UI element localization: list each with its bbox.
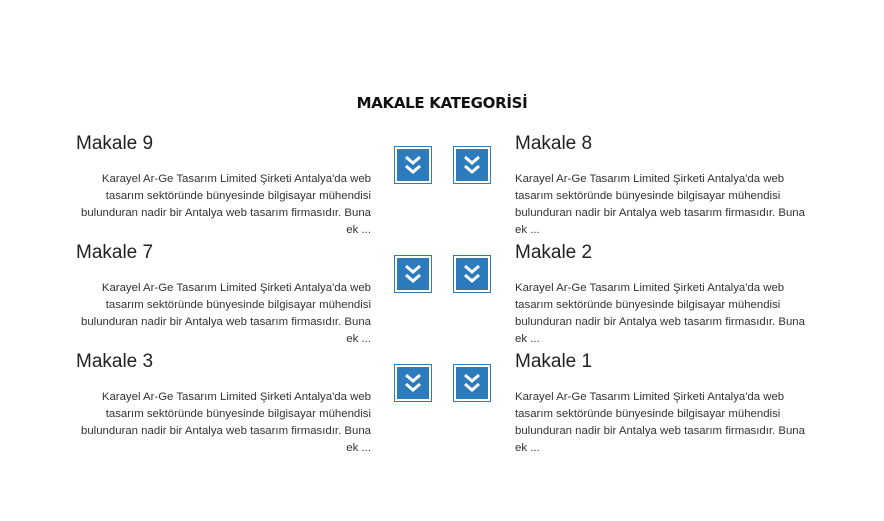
article-excerpt: Karayel Ar-Ge Tasarım Limited Şirketi Antalya'da web tasarım sektöründe bünyesinde bilgisayar mühendisi bulunduran nadir bir Antalya web tasarım firmasıdır. Buna ek ...: [81, 173, 371, 236]
double-chevron-down-icon: [456, 367, 488, 399]
article-card: [515, 351, 810, 457]
article-excerpt: Karayel Ar-Ge Tasarım Limited Şirketi Antalya'da web tasarım sektöründe bünyesinde bilgisayar mühendisi bulunduran nadir bir Antalya web tasarım firmasıdır. Buna ek ...: [515, 173, 805, 236]
article-excerpt: Karayel Ar-Ge Tasarım Limited Şirketi Antalya'da web tasarım sektöründe bünyesinde bilgisayar mühendisi bulunduran nadir bir Antalya web tasarım firmasıdır. Buna ek ...: [515, 391, 805, 454]
double-chevron-down-icon: [397, 258, 429, 290]
article-title[interactable]: Makale 2: [515, 242, 593, 263]
article-title[interactable]: Makale 8: [515, 133, 593, 154]
article-expand-button[interactable]: [453, 146, 491, 184]
double-chevron-down-icon: [397, 367, 429, 399]
double-chevron-down-icon: [456, 258, 488, 290]
article-card: [76, 351, 371, 457]
article-excerpt: Karayel Ar-Ge Tasarım Limited Şirketi Antalya'da web tasarım sektöründe bünyesinde bilgisayar mühendisi bulunduran nadir bir Antalya web tasarım firmasıdır. Buna ek ...: [81, 391, 371, 454]
article-excerpt: Karayel Ar-Ge Tasarım Limited Şirketi Antalya'da web tasarım sektöründe bünyesinde bilgisayar mühendisi bulunduran nadir bir Antalya web tasarım firmasıdır. Buna ek ...: [515, 282, 805, 345]
article-expand-button[interactable]: [394, 255, 432, 293]
double-chevron-down-icon: [456, 149, 488, 181]
section-title: MAKALE KATEGORİSİ: [356, 94, 528, 112]
article-title[interactable]: Makale 7: [76, 242, 154, 263]
article-excerpt: Karayel Ar-Ge Tasarım Limited Şirketi Antalya'da web tasarım sektöründe bünyesinde bilgisayar mühendisi bulunduran nadir bir Antalya web tasarım firmasıdır. Buna ek ...: [81, 282, 371, 345]
article-card: [515, 242, 810, 348]
article-title[interactable]: Makale 3: [76, 351, 154, 372]
article-expand-button[interactable]: [453, 364, 491, 402]
article-title[interactable]: Makale 9: [76, 133, 154, 154]
article-expand-button[interactable]: [394, 364, 432, 402]
article-expand-button[interactable]: [453, 255, 491, 293]
article-card: [76, 133, 371, 239]
double-chevron-down-icon: [397, 149, 429, 181]
article-card: [515, 133, 810, 239]
article-card: [76, 242, 371, 348]
article-expand-button[interactable]: [394, 146, 432, 184]
article-title[interactable]: Makale 1: [515, 351, 593, 372]
